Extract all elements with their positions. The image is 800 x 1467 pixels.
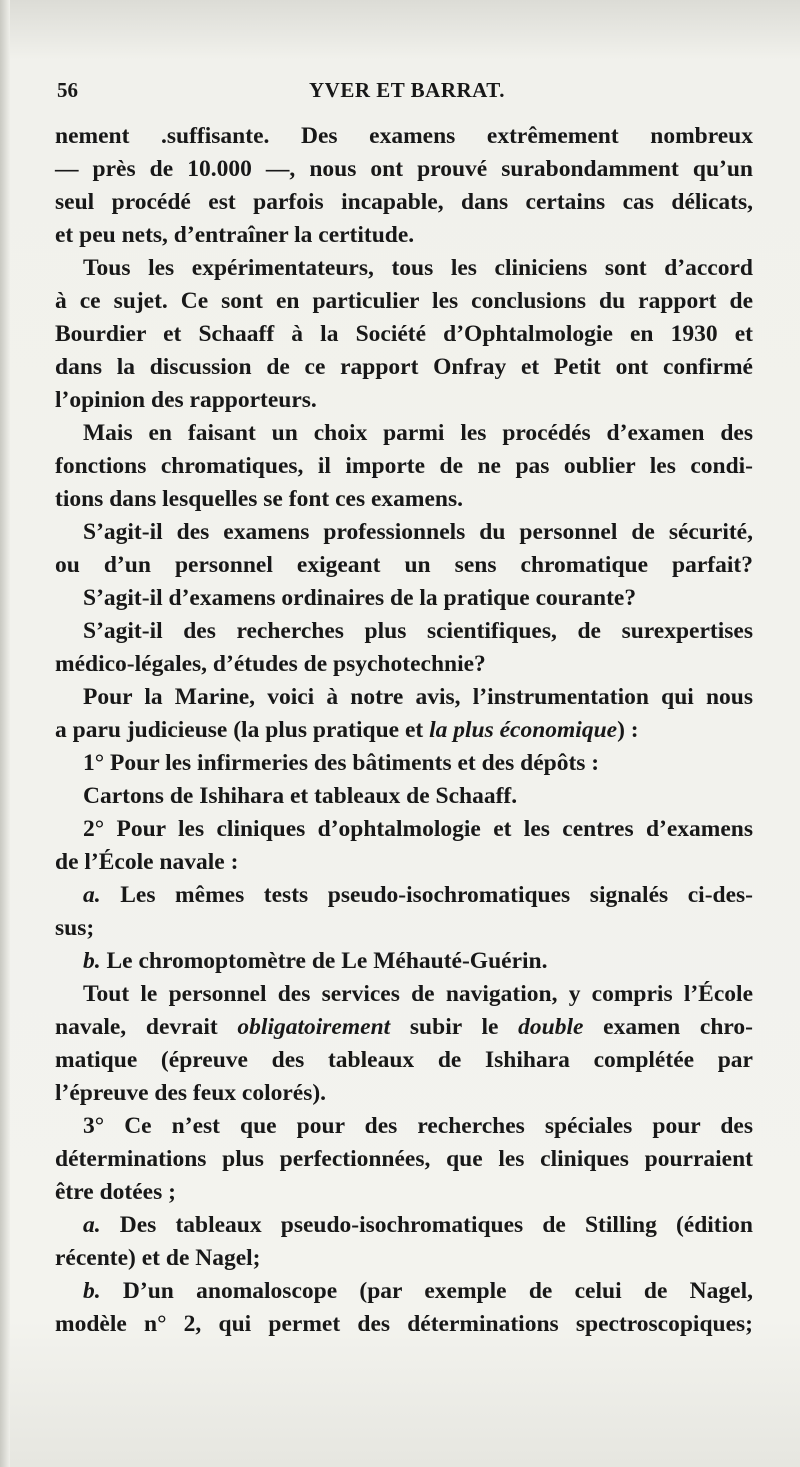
text-line [55, 186, 753, 219]
text-run: matique (épreuve des tableaux de Ishihara complétée par [55, 1047, 753, 1073]
page-number: 56 [57, 78, 78, 102]
text-run: dans la discussion de ce rapport Onfray et Petit ont confirmé [55, 354, 753, 380]
text-run: et peu nets, d’entraîner la certitude. [55, 222, 415, 248]
text-line [55, 1011, 753, 1044]
page-gutter [0, 0, 10, 1467]
text-run: — près de 10.000 —, nous ont prouvé surabondamment qu’un [55, 156, 753, 182]
text-run: modèle n° 2, qui permet des déterminations spectroscopiques; [55, 1311, 753, 1337]
text-run: déterminations plus perfectionnées, que les cliniques pourraient [55, 1146, 753, 1172]
text-run: l’épreuve des feux colorés). [55, 1080, 327, 1106]
text-run: à ce sujet. Ce sont en particulier les conclusions du rapport de [55, 288, 753, 314]
text-line [55, 1209, 753, 1242]
text-run: S’agit-il des recherches plus scientifiques, de surexpertises [83, 618, 753, 644]
body-text [55, 120, 753, 1341]
text-run: médico-légales, d’études de psychotechnie? [55, 651, 486, 677]
text-run: de l’École navale : [55, 849, 239, 875]
text-run: a paru judicieuse (la plus pratique et [55, 717, 430, 743]
text-run: 1° Pour les infirmeries des bâtiments et des dépôts : [83, 750, 600, 776]
text-run: subir le [390, 1014, 519, 1040]
text-line [55, 615, 753, 648]
text-line [55, 846, 753, 879]
text-line [55, 252, 753, 285]
text-run: Mais en faisant un choix parmi les procédés d’examen des [83, 420, 753, 446]
text-run: navale, devrait [55, 1014, 238, 1040]
text-run: Cartons de Ishihara et tableaux de Schaaff. [83, 783, 518, 809]
text-line [55, 483, 753, 516]
text-line [55, 417, 753, 450]
text-line [55, 714, 753, 747]
text-run: S’agit-il des examens professionnels du personnel de sécurité, [83, 519, 753, 545]
text-line [55, 318, 753, 351]
text-run: Bourdier et Schaaff à la Société d’Ophtalmologie en 1930 et [55, 321, 753, 347]
text-run: Les mêmes tests pseudo-isochromatiques signalés ci-des- [100, 882, 753, 908]
text-line [55, 1308, 753, 1341]
text-line [55, 153, 753, 186]
text-line [55, 1275, 753, 1308]
text-line [55, 582, 753, 615]
text-run: tions dans lesquelles se font ces examens. [55, 486, 463, 512]
italic-text: double [518, 1014, 584, 1040]
text-run: sus; [55, 915, 95, 941]
text-line [55, 120, 753, 153]
text-run: examen chro- [583, 1014, 753, 1040]
text-run: 2° Pour les cliniques d’ophtalmologie et les centres d’examens [83, 816, 753, 842]
text-line [55, 978, 753, 1011]
text-line [55, 945, 753, 978]
text-run: ) : [617, 717, 639, 743]
text-line [55, 747, 753, 780]
text-run: ou d’un personnel exigeant un sens chromatique parfait? [55, 552, 753, 578]
text-line [55, 1110, 753, 1143]
page-header [57, 78, 757, 108]
text-run: être dotées ; [55, 1179, 176, 1205]
text-line [55, 285, 753, 318]
text-line [55, 219, 753, 252]
text-run: Pour la Marine, voici à notre avis, l’instrumentation qui nous [83, 684, 753, 710]
text-run: Tout le personnel des services de navigation, y compris l’École [83, 981, 753, 1007]
italic-text: b. [83, 948, 101, 974]
text-line [55, 1143, 753, 1176]
text-line [55, 1044, 753, 1077]
text-run: Des tableaux pseudo-isochromatiques de Stilling (édition [100, 1212, 753, 1238]
text-run: nement .suffisante. Des examens extrêmement nombreux [55, 123, 753, 149]
text-run: Tous les expérimentateurs, tous les cliniciens sont d’accord [83, 255, 753, 281]
text-line [55, 1176, 753, 1209]
italic-text: a. [83, 1212, 101, 1238]
text-line [55, 780, 753, 813]
text-line [55, 1242, 753, 1275]
text-run: l’opinion des rapporteurs. [55, 387, 317, 413]
text-run: fonctions chromatiques, il importe de ne pas oublier les condi- [55, 453, 753, 479]
italic-text: a. [83, 882, 101, 908]
text-line [55, 450, 753, 483]
text-line [55, 1077, 753, 1110]
text-line [55, 912, 753, 945]
text-line [55, 549, 753, 582]
text-line [55, 516, 753, 549]
text-line [55, 681, 753, 714]
text-run: récente) et de Nagel; [55, 1245, 261, 1271]
text-run: 3° Ce n’est que pour des recherches spéciales pour des [83, 1113, 753, 1139]
text-run: seul procédé est parfois incapable, dans certains cas délicats, [55, 189, 753, 215]
text-line [55, 351, 753, 384]
italic-text: la plus économique [429, 717, 618, 743]
text-run: Le chromoptomètre de Le Méhauté-Guérin. [100, 948, 548, 974]
text-line [55, 648, 753, 681]
italic-text: obligatoirement [237, 1014, 391, 1040]
italic-text: b. [83, 1278, 101, 1304]
text-run: S’agit-il d’examens ordinaires de la pratique courante? [83, 585, 637, 611]
text-line [55, 384, 753, 417]
text-line [55, 879, 753, 912]
text-line [55, 813, 753, 846]
text-run: D’un anomaloscope (par exemple de celui de Nagel, [100, 1278, 753, 1304]
running-head: YVER ET BARRAT. [309, 78, 505, 102]
